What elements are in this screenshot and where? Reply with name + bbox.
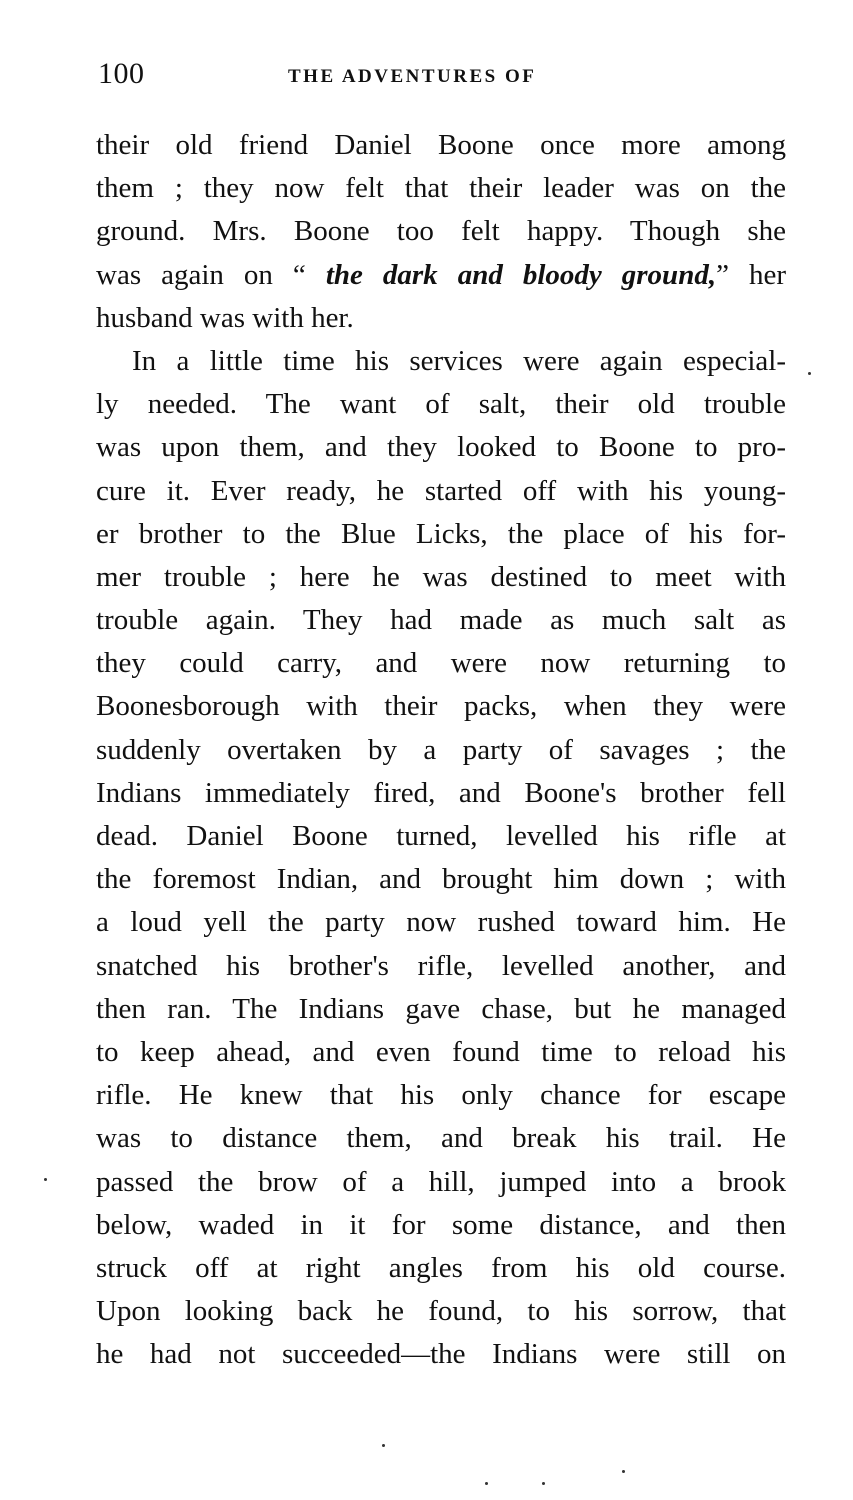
running-title: THE ADVENTURES OF <box>288 66 537 87</box>
text-line: passed the brow of a hill, jumped into a brook <box>96 1165 786 1198</box>
text-line: husband was with her. <box>96 301 354 334</box>
text-line: the foremost Indian, and brought him down ; with <box>96 863 786 896</box>
text-line: struck off at right angles from his old course. <box>96 1251 786 1284</box>
text-line: they could carry, and were now returning to <box>96 647 786 680</box>
scan-speck <box>542 1482 545 1485</box>
text-line: er brother to the Blue Licks, the place of his for- <box>96 517 786 550</box>
text-line: In a little time his services were again especial- <box>132 344 786 377</box>
text-line: then ran. The Indians gave chase, but he managed <box>96 992 786 1025</box>
text-line: ly needed. The want of salt, their old trouble <box>96 388 786 421</box>
text-line: Boonesborough with their packs, when they were <box>96 690 786 723</box>
text-line: dead. Daniel Boone turned, levelled his rifle at <box>96 820 786 852</box>
text-line: Upon looking back he found, to his sorrow, that <box>96 1295 786 1328</box>
text-line: was to distance them, and break his trail. He <box>96 1122 786 1155</box>
scan-speck <box>808 372 811 375</box>
text-line: a loud yell the party now rushed toward him. He <box>96 906 786 939</box>
text-line: he had not succeeded—the Indians were still on <box>96 1338 786 1371</box>
text-line: was upon them, and they looked to Boone to pro- <box>96 431 786 464</box>
text-line: their old friend Daniel Boone once more among <box>96 129 786 161</box>
text-line: to keep ahead, and even found time to reload his <box>96 1035 786 1068</box>
text-line-with-italic <box>96 254 786 297</box>
text-line: ground. Mrs. Boone too felt happy. Though she <box>96 215 786 248</box>
scan-speck <box>382 1444 385 1447</box>
text-fragment: was again on “ <box>96 258 326 291</box>
text-line: mer trouble ; here he was destined to meet with <box>96 560 786 593</box>
text-fragment: ” her <box>716 258 786 291</box>
text-line: cure it. Ever ready, he started off with his young- <box>96 474 786 507</box>
scan-speck <box>485 1482 488 1485</box>
text-line: Indians immediately fired, and Boone's brother fell <box>96 776 786 809</box>
scan-speck <box>622 1470 625 1473</box>
text-line: suddenly overtaken by a party of savages ; the <box>96 733 786 766</box>
page-number: 100 <box>98 57 145 90</box>
text-line: snatched his brother's rifle, levelled another, and <box>96 949 786 982</box>
scan-speck <box>44 1178 47 1181</box>
text-line: below, waded in it for some distance, and then <box>96 1208 786 1241</box>
text-line: rifle. He knew that his only chance for escape <box>96 1079 786 1112</box>
italic-phrase: the dark and bloody ground, <box>325 258 717 291</box>
body-text <box>96 124 786 1376</box>
text-line: them ; they now felt that their leader was on the <box>96 172 786 205</box>
text-line: trouble again. They had made as much salt as <box>96 604 786 637</box>
page-header <box>98 56 788 96</box>
